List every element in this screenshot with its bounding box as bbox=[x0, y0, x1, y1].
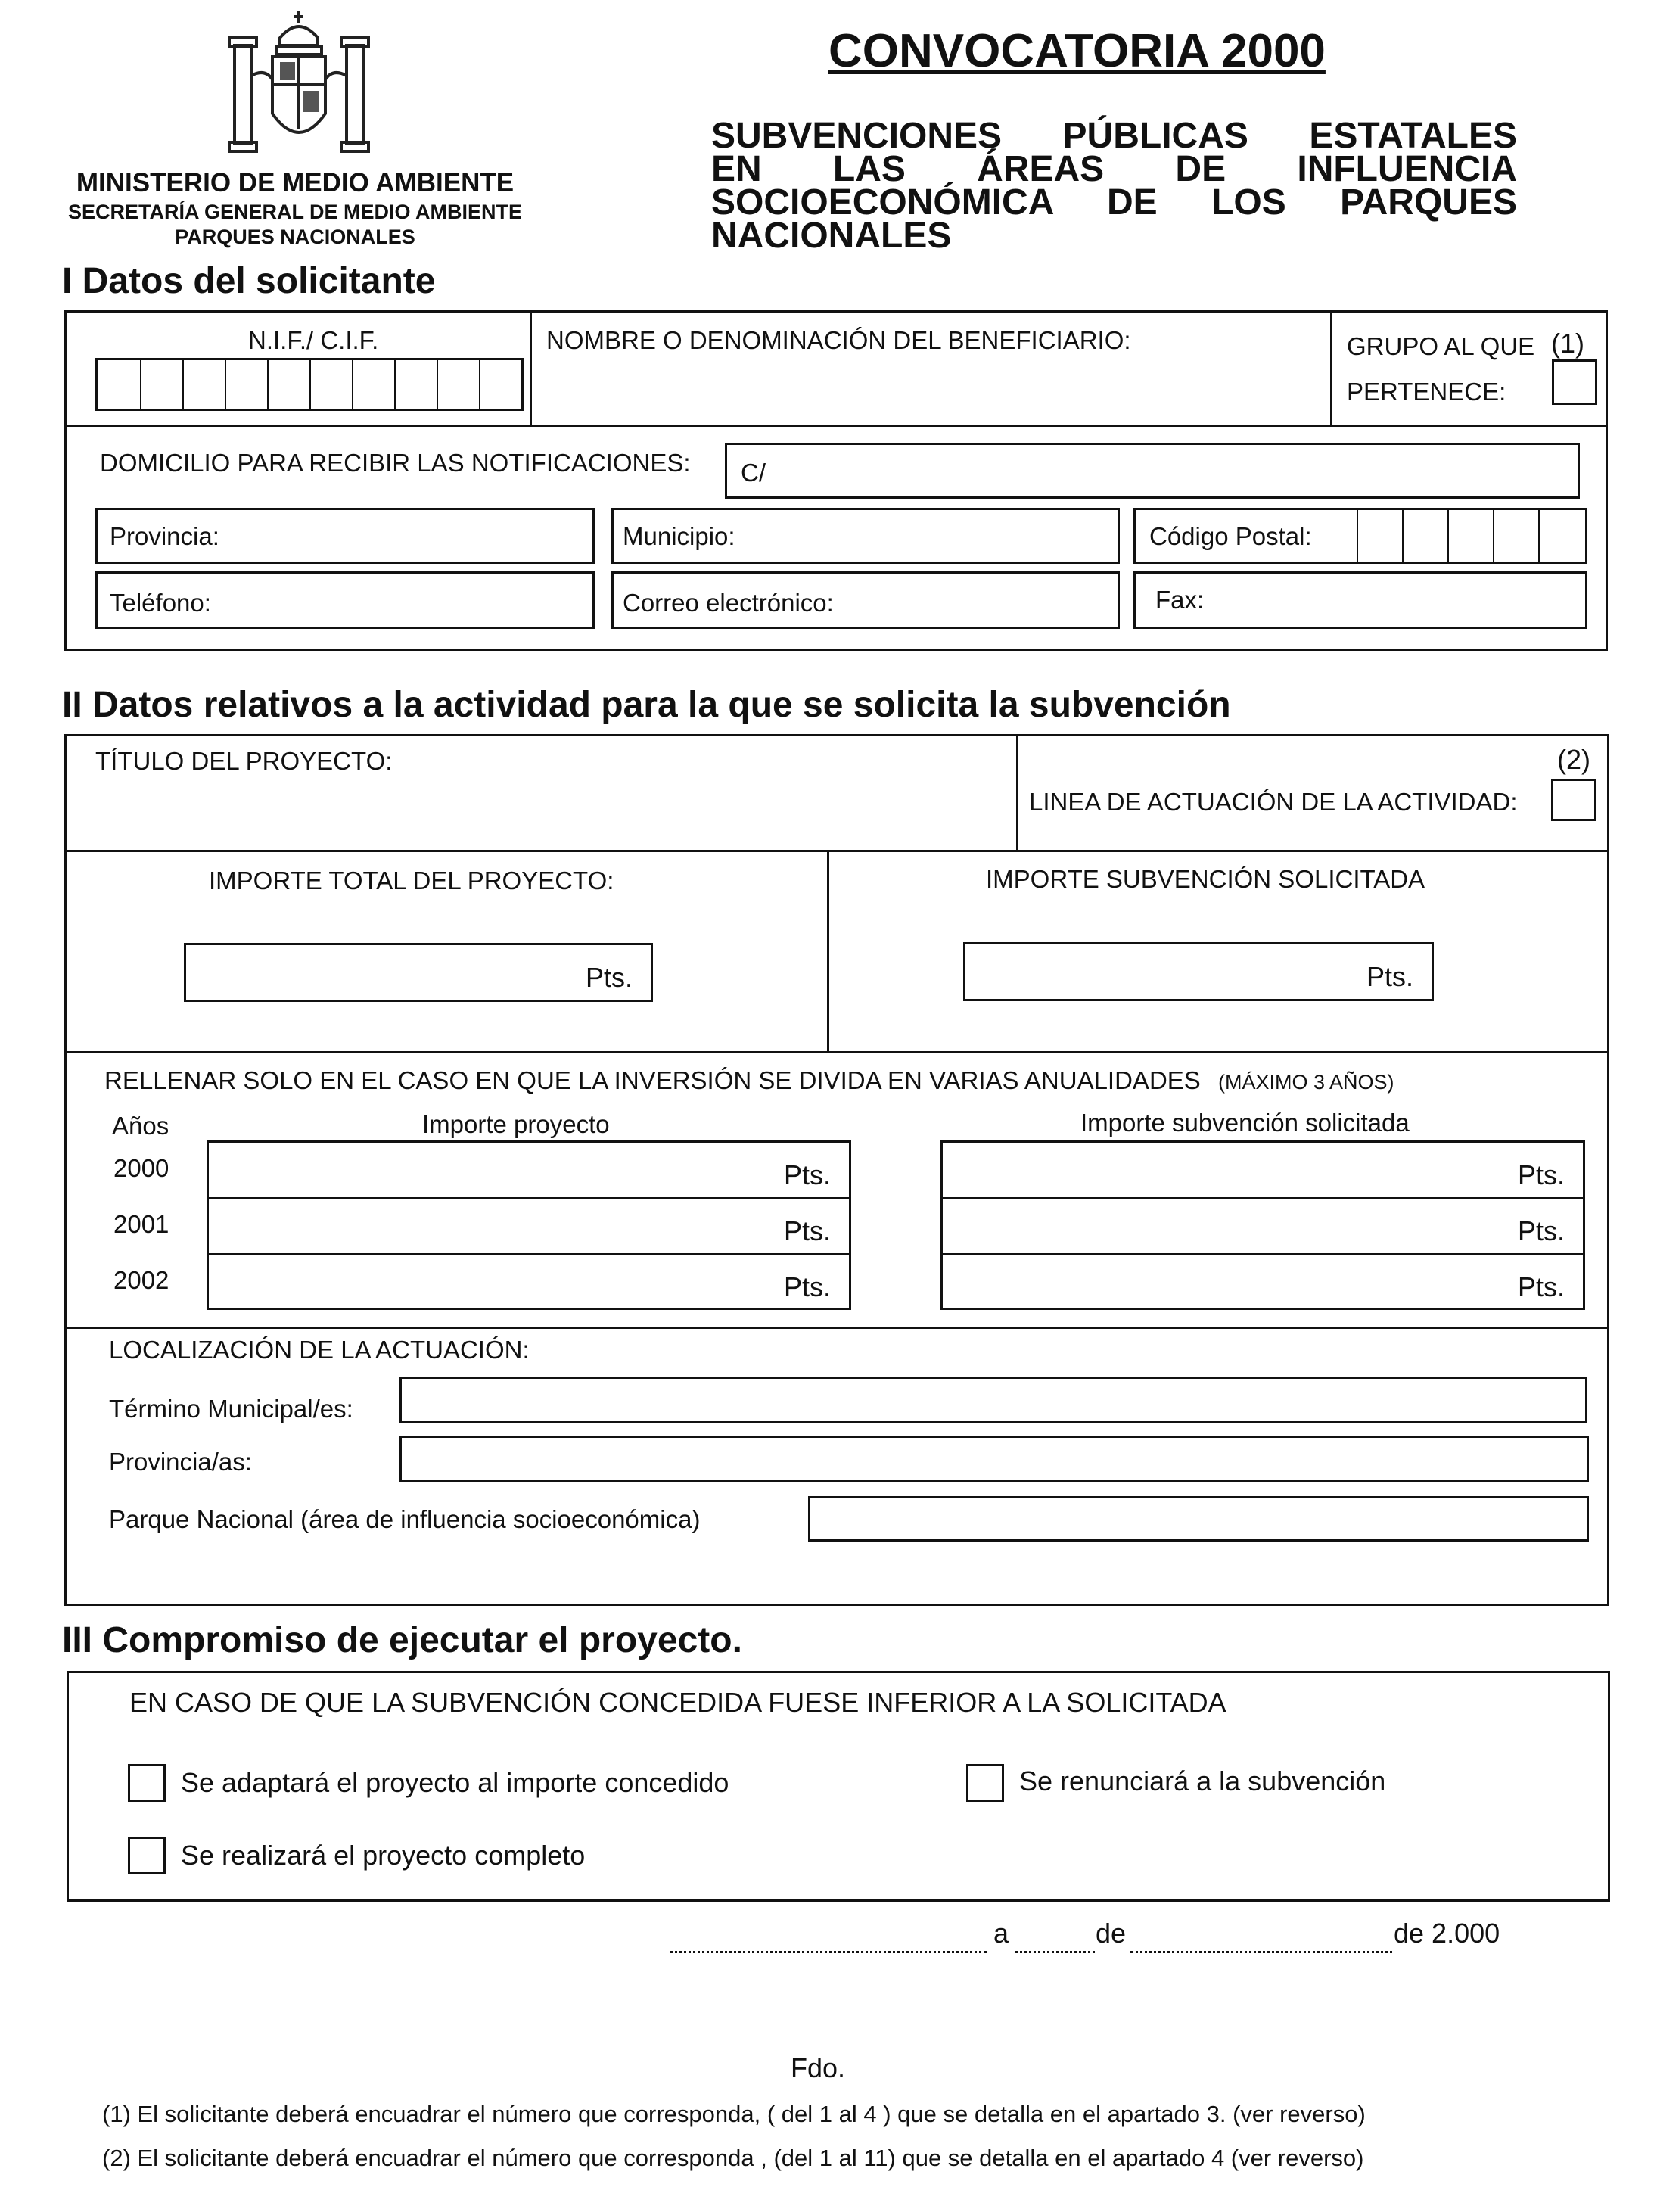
secretariat-name: SECRETARÍA GENERAL DE MEDIO AMBIENTE bbox=[67, 201, 523, 223]
nif-label: N.I.F./ C.I.F. bbox=[248, 326, 379, 354]
section-3-title: III Compromiso de ejecutar el proyecto. bbox=[62, 1620, 742, 1660]
multi-year-note bbox=[104, 1066, 1394, 1095]
location-label: LOCALIZACIÓN DE LA ACTUACIÓN: bbox=[109, 1336, 530, 1364]
multi-year-max: (MÁXIMO 3 AÑOS) bbox=[1217, 1071, 1394, 1094]
province-field[interactable] bbox=[95, 508, 595, 564]
national-park-label: Parque Nacional (área de influencia socioeconómica) bbox=[109, 1505, 701, 1533]
subsidy-amounts-grid bbox=[940, 1140, 1585, 1310]
commitment-box bbox=[67, 1671, 1610, 1902]
postal-code-field[interactable] bbox=[1133, 508, 1587, 564]
project-amount-2002-input[interactable] bbox=[209, 1255, 849, 1309]
section-2-title: II Datos relativos a la actividad para la que se solicita la subvención bbox=[62, 685, 1231, 725]
subtitle-line-3: SOCIOECONÓMICA DE LOS PARQUES bbox=[711, 182, 1517, 222]
currency-label: Pts. bbox=[585, 962, 633, 993]
renounce-subsidy-label: Se renunciará a la subvención bbox=[1019, 1766, 1386, 1797]
footnote-2: (2) El solicitante deberá encuadrar el número que corresponda , (del 1 al 11) que se detalla en el apartado 4 (ver reverso) bbox=[102, 2145, 1364, 2171]
years-header: Años bbox=[112, 1112, 169, 1140]
line-note: (2) bbox=[1557, 744, 1590, 775]
divider bbox=[1016, 736, 1018, 850]
activity-data-box bbox=[64, 734, 1609, 1606]
subsidy-amount-2000-input[interactable] bbox=[943, 1143, 1583, 1197]
project-amount-2000-input[interactable] bbox=[209, 1143, 849, 1197]
phone-label: Teléfono: bbox=[110, 589, 211, 617]
address-label: DOMICILIO PARA RECIBIR LAS NOTIFICACIONES: bbox=[100, 449, 691, 477]
subsidy-amount-2002-input[interactable] bbox=[943, 1255, 1583, 1309]
coat-of-arms-logo bbox=[216, 8, 382, 159]
currency-label: Pts. bbox=[1366, 961, 1413, 992]
divider bbox=[67, 850, 1607, 852]
document-subtitle bbox=[711, 116, 1517, 256]
address-input[interactable] bbox=[725, 443, 1580, 499]
group-note: (1) bbox=[1551, 328, 1584, 359]
province-location-input[interactable] bbox=[399, 1436, 1589, 1482]
day-input[interactable] bbox=[1015, 1951, 1095, 1953]
nif-input[interactable] bbox=[95, 358, 524, 411]
subtitle-line-2: EN LAS ÁREAS DE INFLUENCIA bbox=[711, 149, 1517, 189]
total-amount-input[interactable] bbox=[184, 943, 653, 1002]
currency-label: Pts. bbox=[1517, 1215, 1565, 1246]
currency-label: Pts. bbox=[783, 1159, 831, 1190]
project-amount-header: Importe proyecto bbox=[422, 1110, 610, 1138]
province-location-label: Provincia/as: bbox=[109, 1448, 252, 1476]
municipality-label: Municipio: bbox=[623, 522, 735, 550]
total-amount-label: IMPORTE TOTAL DEL PROYECTO: bbox=[209, 866, 614, 894]
renounce-subsidy-checkbox[interactable] bbox=[966, 1764, 1004, 1802]
year-label-2000: 2000 bbox=[113, 1154, 169, 1182]
beneficiary-name-input[interactable] bbox=[536, 358, 1323, 418]
divider bbox=[530, 313, 532, 425]
date-a-label: a bbox=[993, 1918, 1009, 1949]
divider bbox=[67, 1051, 1607, 1053]
applicant-data-box bbox=[64, 310, 1608, 651]
currency-label: Pts. bbox=[1517, 1159, 1565, 1190]
email-label: Correo electrónico: bbox=[623, 589, 834, 617]
year-label-2001: 2001 bbox=[113, 1210, 169, 1238]
footnote-1: (1) El solicitante deberá encuadrar el número que corresponda, ( del 1 al 4 ) que se detalla en el apartado 3. (ver reverso) bbox=[102, 2101, 1366, 2127]
document-title: CONVOCATORIA 2000 bbox=[828, 25, 1326, 77]
fax-label: Fax: bbox=[1155, 586, 1205, 614]
project-title-input[interactable] bbox=[89, 778, 1005, 842]
currency-label: Pts. bbox=[1517, 1271, 1565, 1302]
beneficiary-name-label: NOMBRE O DENOMINACIÓN DEL BENEFICIARIO: bbox=[546, 326, 1131, 354]
project-amount-2001-input[interactable] bbox=[209, 1199, 849, 1253]
divider bbox=[827, 850, 829, 1051]
divider bbox=[67, 425, 1606, 427]
adapt-project-label: Se adaptará el proyecto al importe concedido bbox=[181, 1767, 729, 1798]
email-field[interactable] bbox=[611, 571, 1120, 629]
action-line-label: LINEA DE ACTUACIÓN DE LA ACTIVIDAD: bbox=[1029, 788, 1518, 816]
divider bbox=[1330, 313, 1332, 425]
national-park-input[interactable] bbox=[808, 1496, 1589, 1542]
date-de-label: de bbox=[1096, 1918, 1127, 1949]
signature-label: Fdo. bbox=[791, 2052, 846, 2083]
municipal-term-input[interactable] bbox=[399, 1377, 1587, 1423]
requested-subsidy-label: IMPORTE SUBVENCIÓN SOLICITADA bbox=[986, 865, 1425, 893]
date-year-label: de 2.000 bbox=[1394, 1918, 1500, 1949]
municipality-field[interactable] bbox=[611, 508, 1120, 564]
group-label-1: GRUPO AL QUE bbox=[1347, 332, 1535, 360]
action-line-checkbox[interactable] bbox=[1551, 779, 1596, 821]
year-label-2002: 2002 bbox=[113, 1266, 169, 1294]
adapt-project-checkbox[interactable] bbox=[128, 1764, 166, 1802]
fax-field[interactable] bbox=[1133, 571, 1587, 629]
subsidy-amount-2001-input[interactable] bbox=[943, 1199, 1583, 1253]
address-value: C/ bbox=[741, 459, 766, 487]
province-label: Provincia: bbox=[110, 522, 219, 550]
subsidy-amount-header: Importe subvención solicitada bbox=[1080, 1109, 1410, 1137]
complete-project-checkbox[interactable] bbox=[128, 1837, 166, 1874]
divider bbox=[67, 1327, 1607, 1329]
requested-subsidy-input[interactable] bbox=[963, 942, 1434, 1001]
project-amounts-grid bbox=[207, 1140, 851, 1310]
postal-code-label: Código Postal: bbox=[1149, 522, 1312, 550]
currency-label: Pts. bbox=[783, 1215, 831, 1246]
phone-field[interactable] bbox=[95, 571, 595, 629]
month-input[interactable] bbox=[1130, 1951, 1392, 1953]
project-title-label: TÍTULO DEL PROYECTO: bbox=[95, 747, 393, 775]
group-checkbox[interactable] bbox=[1552, 359, 1597, 405]
section-1-title: I Datos del solicitante bbox=[62, 261, 436, 301]
subtitle-line-4: NACIONALES bbox=[711, 216, 952, 256]
currency-label: Pts. bbox=[783, 1271, 831, 1302]
group-label-2: PERTENECE: bbox=[1347, 378, 1506, 406]
parks-name: PARQUES NACIONALES bbox=[175, 226, 415, 248]
ministry-name: MINISTERIO DE MEDIO AMBIENTE bbox=[76, 168, 515, 198]
place-input[interactable] bbox=[670, 1951, 987, 1953]
municipal-term-label: Término Municipal/es: bbox=[109, 1395, 353, 1423]
commitment-condition: EN CASO DE QUE LA SUBVENCIÓN CONCEDIDA FUESE INFERIOR A LA SOLICITADA bbox=[129, 1687, 1226, 1718]
subtitle-line-1: SUBVENCIONES PÚBLICAS ESTATALES bbox=[711, 116, 1517, 156]
complete-project-label: Se realizará el proyecto completo bbox=[181, 1840, 586, 1871]
multi-year-note-text: RELLENAR SOLO EN EL CASO EN QUE LA INVERSIÓN SE DIVIDA EN VARIAS ANUALIDADES bbox=[104, 1066, 1201, 1094]
